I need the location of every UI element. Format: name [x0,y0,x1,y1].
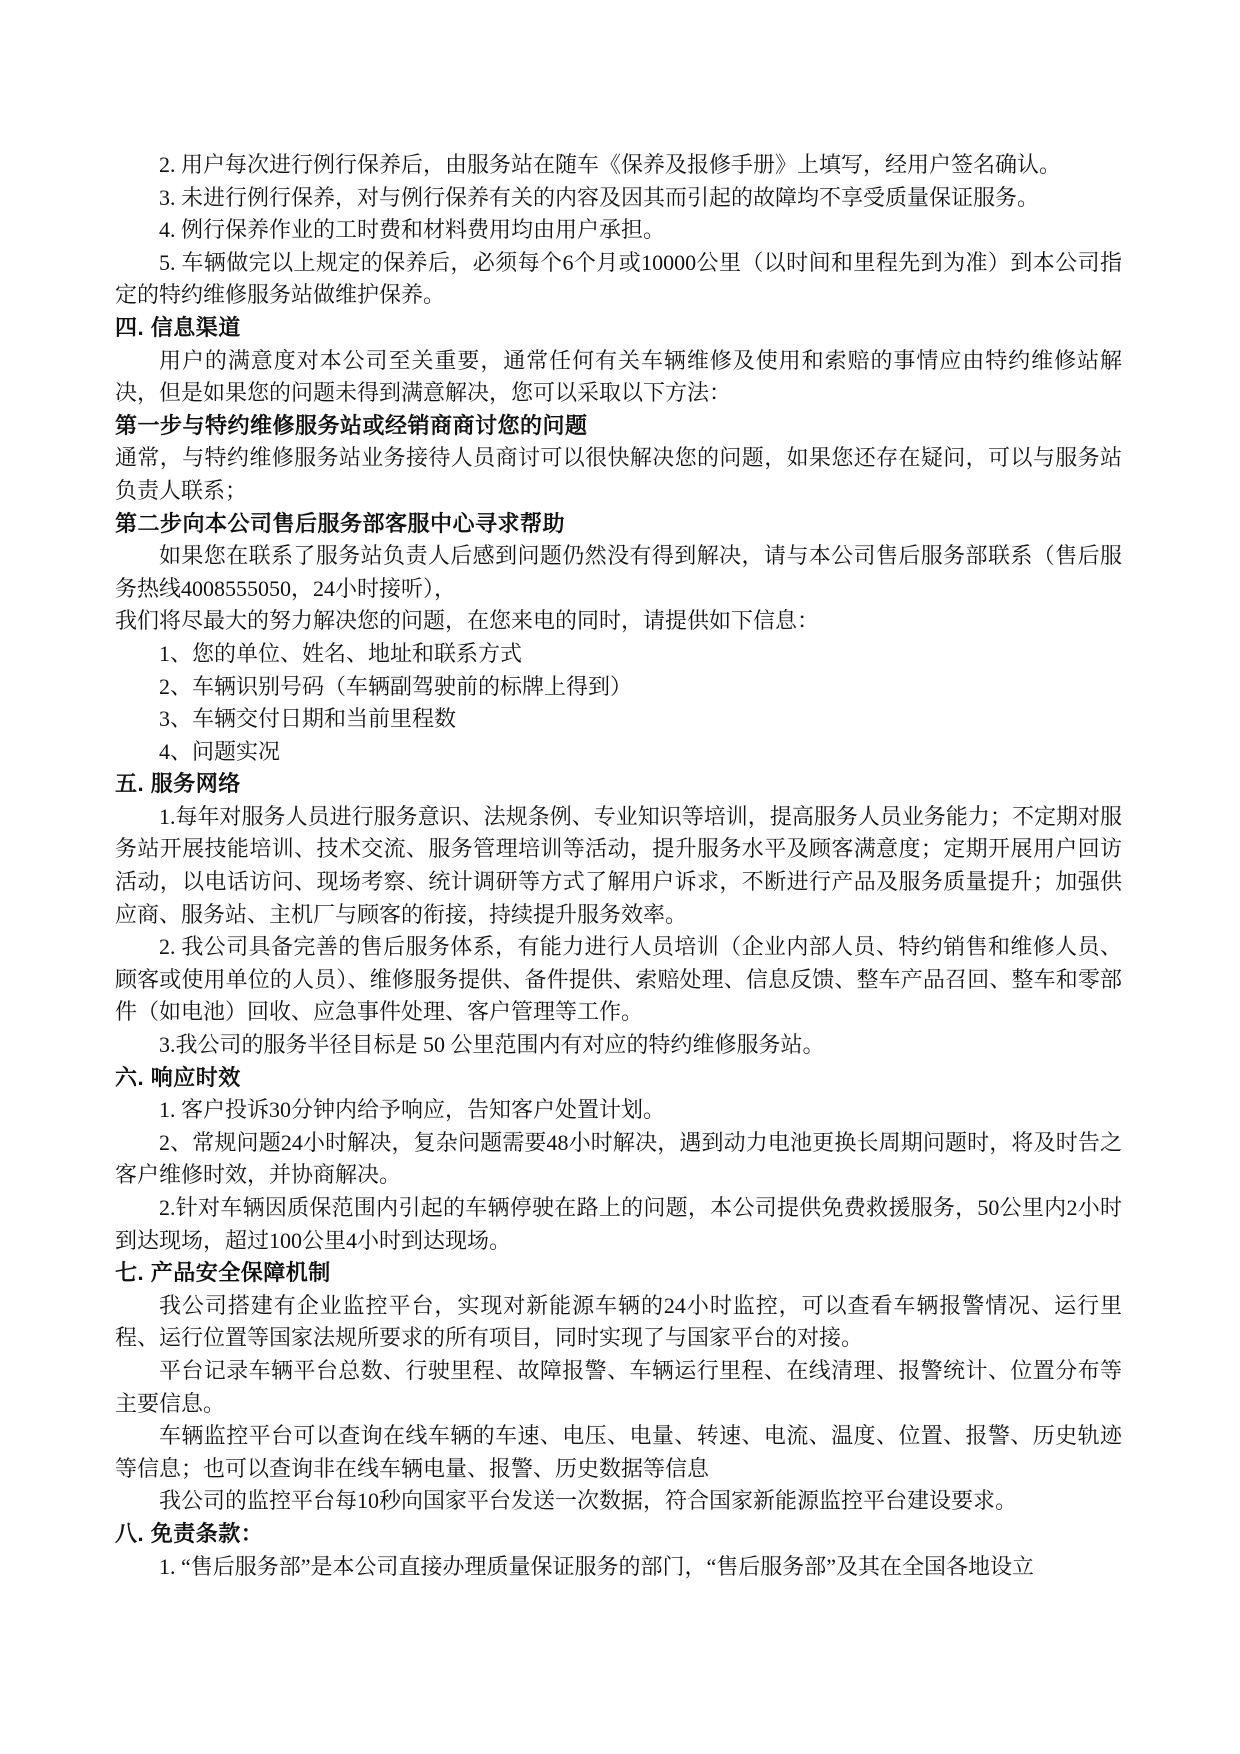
service-network-item-2: 2. 我公司具备完善的售后服务体系，有能力进行人员培训（企业内部人员、特约销售和维修人员、顾客或使用单位的人员）、维修服务提供、备件提供、索赔处理、信息反馈、整车产品召回、整车和零部件（如电池）回收、应急事件处理、客户管理等工作。 [115,934,1122,1025]
safety-para-2: 平台记录车辆平台总数、行驶里程、故障报警、车辆运行里程、在线清理、报警统计、位置分布等主要信息。 [115,1357,1122,1416]
call-info-item-2: 2、车辆识别号码（车辆副驾驶前的标牌上得到） [159,673,633,699]
maintenance-item-4: 4. 例行保养作业的工时费和材料费用均由用户承担。 [159,217,666,243]
response-item-3: 2.针对车辆因质保范围内引起的车辆停驶在路上的问题，本公司提供免费救援服务，50公里内2小时到达现场，超过100公里4小时到达现场。 [115,1195,1122,1253]
info-channel-intro: 用户的满意度对本公司至关重要，通常任何有关车辆维修及使用和索赔的事情应由特约维修站解决，但是如果您的问题未得到满意解决，您可以采取以下方法： [115,347,1122,406]
section-4-heading: 四. 信息渠道 [115,314,241,340]
document-body [115,149,1122,1583]
maintenance-item-2: 2. 用户每次进行例行保养后，由服务站在随车《保养及报修手册》上填写，经用户签名确认。 [159,152,1062,177]
step-2-heading: 第二步向本公司售后服务部客服中心寻求帮助 [115,510,566,536]
step-2-body: 如果您在联系了服务站负责人后感到问题仍然没有得到解决，请与本公司售后服务部联系（售后服务热线4008555050，24小时接听）， [115,543,1122,601]
step-1-heading: 第一步与特约维修服务站或经销商商讨您的问题 [115,412,588,438]
disclaimer-item-1: 1. “售后服务部”是本公司直接办理质量保证服务的部门，“售后服务部”及其在全国各地设立 [159,1553,1035,1579]
response-item-2: 2、常规问题24小时解决，复杂问题需要48小时解决，遇到动力电池更换长周期问题时，将及时告之客户维修时效，并协商解决。 [115,1129,1122,1188]
call-info-item-1: 1、您的单位、姓名、地址和联系方式 [159,640,523,666]
service-network-item-1: 1.每年对服务人员进行服务意识、法规条例、专业知识等培训，提高服务人员业务能力；不定期对服务站开展技能培训、技术交流、服务管理培训等活动，提升服务水平及顾客满意度；定期开展用户回访活动，以电话访问、现场考察、统计调研等方式了解用户诉求，不断进行产品及服务质量提升；加强供应商、服务站、主机厂与顾客的衔接，持续提升服务效率。 [115,803,1122,927]
step-1-body: 通常，与特约维修服务站业务接待人员商讨可以很快解决您的问题，如果您还存在疑问，可以与服务站负责人联系； [115,445,1122,503]
call-info-intro: 我们将尽最大的努力解决您的问题，在您来电的同时，请提供如下信息： [115,608,820,634]
call-info-item-3: 3、车辆交付日期和当前里程数 [159,706,457,732]
safety-para-3: 车辆监控平台可以查询在线车辆的车速、电压、电量、转速、电流、温度、位置、报警、历史轨迹等信息；也可以查询非在线车辆电量、报警、历史数据等信息 [115,1423,1122,1481]
section-8-heading: 八. 免责条款： [115,1520,264,1546]
safety-para-4: 我公司的监控平台每10秒向国家平台发送一次数据，符合国家新能源监控平台建设要求。 [159,1488,1018,1514]
response-item-1: 1. 客户投诉30分钟内给予响应，告知客户处置计划。 [159,1097,666,1123]
section-6-heading: 六. 响应时效 [115,1064,241,1090]
call-info-item-4: 4、问题实况 [159,738,281,764]
service-network-item-3: 3.我公司的服务半径目标是 50 公里范围内有对应的特约维修服务站。 [159,1032,825,1058]
section-7-heading: 七. 产品安全保障机制 [115,1260,331,1286]
safety-para-1: 我公司搭建有企业监控平台，实现对新能源车辆的24小时监控，可以查看车辆报警情况、运行里程、运行位置等国家法规所要求的所有项目，同时实现了与国家平台的对接。 [115,1292,1122,1351]
maintenance-item-3: 3. 未进行例行保养，对与例行保养有关的内容及因其而引起的故障均不享受质量保证服务。 [159,184,1040,210]
maintenance-item-5: 5. 车辆做完以上规定的保养后，必须每个6个月或10000公里（以时间和里程先到为准）到本公司指定的特约维修服务站做维护保养。 [115,249,1122,308]
section-5-heading: 五. 服务网络 [115,771,241,797]
